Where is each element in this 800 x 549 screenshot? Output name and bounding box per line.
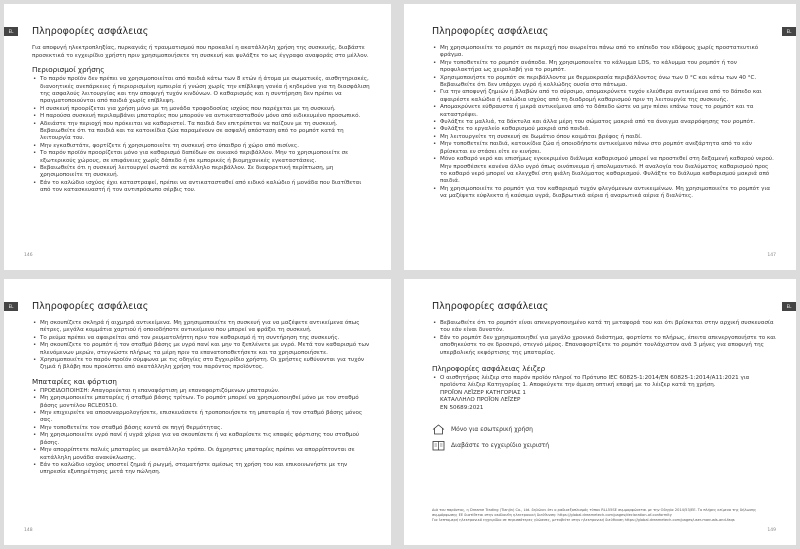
- read-manual-row: [432, 440, 776, 451]
- laser-list: [432, 375, 776, 390]
- manual-book-icon: [432, 440, 445, 451]
- section-heading: Πληροφορίες ασφάλειας λέιζερ: [432, 364, 546, 374]
- declaration-text: Διά του παρόντος, η Dreame Trading (Tianjin) Co., Ltd. δηλώνει ότι ο ραδιοεξοπλισμός τύπου RLL55SE συμμορφώνεται με την Οδηγία 2014/53/ΕΕ. Το πλήρες κείμενο της δήλωσης συμμόρφωσης ΕΕ διατίθεται στην ακόλουθη ηλεκτρονική διεύθυνση: https://global.dreametech.com/pages/declaration-of-conformity: [432, 508, 757, 517]
- list-item: • Βεβαιωθείτε ότι η συσκευή λειτουργεί σωστά σε κατάλληλο περιβάλλον. Σε διαφορετική περίπτωση, μη χρησιμοποιείτε τη συσκευή.: [32, 165, 371, 180]
- page-148: [4, 279, 391, 545]
- list-item: • Φυλάξτε το εργαλείο καθαρισμού μακριά από παιδιά.: [432, 126, 776, 133]
- page-title: Πληροφορίες ασφάλειας: [32, 301, 149, 312]
- page-147: [404, 4, 796, 270]
- language-tab: EL: [4, 302, 18, 311]
- list-item: • Μη σκουπίζετε το ρομπότ ή τον σταθμό βάσης με υγρό πανί και μην το ξεπλένετε με υγρό. Μετά τον καθαρισμό των πλενόμενων μερών, στεγνώστε πλήρως τα μέρη πριν τα επανατοποθετήσετε και τα χρησιμοποιήσετε.: [32, 342, 371, 357]
- list-item: • Φυλάξτε τα μαλλιά, τα δάκτυλα και άλλα μέρη του σώματος μακριά από τα άνοιγμα αναρρόφησης του ρομπότ.: [432, 119, 776, 126]
- list-item: • Μόνο καθαρό νερό και επισήμως εγκεκριμένο διάλυμα καθαρισμού μπορεί να προστεθεί στη δεξαμενή καθαρού νερού. Μην προσθέσετε κανένα άλλο υγρό όπως οινόπνευμα ή απολυμαντικό. Η αναλογία του διαλύματος καθαρισμού προς το καθαρό νερό μπορεί να ελεγχθεί στη φιάλη διαλύματος καθαρισμού. Φυλάξτε το διάλυμα καθαρισμού μακριά από παιδιά.: [432, 156, 776, 186]
- list-item: • Μη χρησιμοποιείτε μπαταρίες ή σταθμό βάσης τρίτων. Το ρομπότ μπορεί να χρησιμοποιηθεί μόνο με τον σταθμό βάσης μοντέλου RCLE0510.: [32, 395, 371, 410]
- list-item: • Μη σκουπίζετε σκληρά ή αιχμηρά αντικείμενα. Μη χρησιμοποιείτε τη συσκευή για να μαζέψετε αντικείμενα όπως πέτρες, μεγάλα κομμάτια χαρτιού ή οποιοδήποτε αντικείμενο που μπορεί να φράξει τη συσκευή.: [32, 320, 371, 335]
- safety-list: [432, 45, 776, 201]
- page-number: 149: [767, 528, 776, 533]
- section-heading: Περιορισμοί χρήσης: [32, 65, 105, 75]
- page-title: Πληροφορίες ασφάλειας: [32, 26, 149, 37]
- page-title: Πληροφορίες ασφάλειας: [432, 301, 549, 312]
- list-item: • Εάν το καλώδιο ισχύος έχει καταστραφεί, πρέπει να αντικατασταθεί από ειδικό καλώδιο ή μονάδα που διατίθεται από τον κατασκευαστή ή τον αντιπρόσωπο σέρβις του.: [32, 180, 371, 195]
- language-tab: EL: [782, 27, 796, 36]
- list-item: • Μη χρησιμοποιείτε υγρό πανί ή υγρά χέρια για να σκουπίσετε ή να καθαρίσετε τις επαφές φόρτισης του σταθμού βάσης.: [32, 432, 371, 447]
- list-item: • Μην επιχειρείτε να αποσυναρμολογήσετε, επισκευάσετε ή τροποποιήσετε τη μπαταρία ή τον σταθμό βάσης μόνος σας.: [32, 410, 371, 425]
- safety-list: [32, 320, 371, 372]
- list-item: • ΠΡΟΕΙΔΟΠΟΙΗΣΗ: Απαγορεύεται η επαναφόρτιση μη επαναφορτιζόμενων μπαταριών.: [32, 388, 371, 395]
- list-item: • Εάν το ρομπότ δεν χρησιμοποιηθεί για μεγάλο χρονικό διάστημα, φορτίστε το πλήρως, έπειτα απενεργοποιήστε το και αποθηκεύστε το σε δροσερό, στεγνό μέρος. Επαναφορτίζετε το ρομπότ τουλάχιστον ανά 3 μήνες για αποφυγή της υπερβολικής εκφόρτισης της μπαταρίας.: [432, 335, 776, 357]
- laser-line: ΚΑΤΑΛΛΗΛΟ ΠΡΟΪΟΝ ΛΕΪΖΕΡ: [440, 397, 521, 404]
- page-number: 146: [24, 253, 33, 258]
- language-tab: EL: [4, 27, 18, 36]
- list-item: • Η συσκευή προορίζεται για χρήση μόνο με τη μονάδα τροφοδοσίας ισχύος που παρέχεται με τη συσκευή.: [32, 106, 371, 113]
- section-heading: Μπαταρίες και φόρτιση: [32, 376, 117, 386]
- list-item: • Το παρόν προϊόν προορίζεται μόνο για καθαρισμό δαπέδων σε οικιακό περιβάλλον. Μην το χρησιμοποιείτε σε εξωτερικούς χώρους, σε επιφάνειες χωρίς δάπεδο ή σε εμπορικές ή βιομηχανικές εγκαταστάσεις.: [32, 150, 371, 165]
- read-manual-text: Διαβάστε το εγχειρίδιο χειριστή: [451, 442, 550, 450]
- page-149: [404, 279, 796, 545]
- laser-line: ΠΡΟΪΟΝ ΛΕΪΖΕΡ ΚΑΤΗΓΟΡΙΑΣ 1: [440, 389, 526, 396]
- page-number: 147: [767, 253, 776, 258]
- list-item: • Απομακρύνετε εύθραυστα ή μικρά αντικείμενα από το δάπεδο ώστε να μην πέσει επάνω τους το ρομπότ και τα καταστρέψει.: [432, 104, 776, 119]
- laser-class-lines: [432, 390, 776, 412]
- page-title: Πληροφορίες ασφάλειας: [432, 26, 549, 37]
- list-item: • Μην τοποθετείτε παιδιά, κατοικίδια ζώα ή οποιοδήποτε αντικείμενο πάνω στο ρομπότ ανεξάρτητα από το εάν βρίσκεται εν στάσει είτε εν κινήσει.: [432, 141, 776, 156]
- list-item: • Μην τοποθετείτε το ρομπότ ανάποδα. Μη χρησιμοποιείτε το κάλυμμα LDS, το κάλυμμα του ρομπότ ή τον προφυλακτήρα ως χειρολαβή για το ρομπότ.: [432, 60, 776, 75]
- list-item: • Μην απορρίπτετε παλιές μπαταρίες με ακατάλληλο τρόπο. Οι άχρηστες μπαταρίες πρέπει να απορρίπτονται σε κατάλληλη μονάδα ανακύκλωσης.: [32, 447, 371, 462]
- list-item: • Το ρεύμα πρέπει να αφαιρείται από τον ρευματολήπτη πριν τον καθαρισμό ή τη συντήρηση της συσκευής.: [32, 335, 371, 342]
- list-item: • Μη χρησιμοποιείτε το ρομπότ σε περιοχή που αιωρείται πάνω από το επίπεδο του εδάφους χωρίς προστατευτικό φράγμα.: [432, 45, 776, 60]
- list-item: • Η παρούσα συσκευή περιλαμβάνει μπαταρίες που μπορούν να αντικατασταθούν μόνο από ειδικευμένο προσωπικό.: [32, 113, 371, 120]
- safety-list: [432, 320, 776, 357]
- list-item: • Χρησιμοποιείτε το παρόν προϊόν σύμφωνα με τις οδηγίες στο Εγχειρίδιο χρήστη. Οι χρήστες ευθύνονται για τυχόν ζημιά ή βλάβη που προκύπτει από ακατάλληλη χρήση του παρόντος προϊόντος.: [32, 357, 371, 372]
- intro-text: Για αποφυγή ηλεκτροπληξίας, πυρκαγιάς ή τραυματισμού που προκαλεί η ακατάλληλη χρήση της συσκευής, διαβάστε προσεκτικά το εγχειρίδιο χρήστη πριν χρησιμοποιήσετε τη συσκευή και φυλάξτε το ως έγγραφο αναφοράς στο μέλλον.: [32, 45, 369, 59]
- list-item: • Βεβαιωθείτε ότι το ρομπότ είναι απενεργοποιημένο κατά τη μεταφορά του και ότι βρίσκεται στην αρχική συσκευασία του εάν είναι δυνατόν.: [432, 320, 776, 335]
- list-item: • Αδειάστε την περιοχή που πρόκειται να καθαριστεί. Τα παιδιά δεν επιτρέπεται να παίζουν με τη συσκευή. Βεβαιωθείτε ότι τα παιδιά και τα κατοικίδια ζώα παραμένουν σε ασφαλή απόσταση από το ρομπότ κατά τη λειτουργία του.: [32, 121, 371, 143]
- compliance-notes: [432, 508, 776, 523]
- list-item: • Χρησιμοποιήστε το ρομπότ σε περιβάλλοντα με θερμοκρασία περιβάλλοντος όνω των 0 °C και κάτω των 40 °C. Βεβαιωθείτε ότι δεν υπάρχει υγρό ή κολλώδης ουσία στο πάτωμα.: [432, 75, 776, 90]
- list-item: • Μη λειτουργείτε τη συσκευή σε δωμάτιο όπου κοιμάται βρέφος ή παιδί.: [432, 134, 776, 141]
- list-item: • Για την αποφυγή ζημιών ή βλαβών από το σύρσιμο, απομακρύνετε τυχόν ελεύθερα αντικείμενα από το δάπεδο και αφαιρέστε καλώδια ή καλώδια ισχύος από τη διαδρομή καθαρισμού πριν τη λειτουργία της συσκευής.: [432, 89, 776, 104]
- language-tab: EL: [782, 302, 796, 311]
- battery-list: [32, 388, 371, 477]
- list-item: • Το παρόν προϊόν δεν πρέπει να χρησιμοποιείται από παιδιά κάτω των 8 ετών ή άτομα με σωματικές, αισθητηριακές, διανοητικές ανεπάρκειες ή περιορισμένη εμπειρία ή γνώση χωρίς την επίβλεψη γονέα ή κηδεμόνα για τη διασφάλιση της ασφαλούς λειτουργίας και την αποφυγή τυχόν κινδύνων. Ο καθαρισμός και η συντήρηση δεν πρέπει να πραγματοποιούνται από παιδιά χωρίς επίβλεψη.: [32, 76, 371, 106]
- list-item: • Μη χρησιμοποιείτε το ρομπότ για τον καθαρισμό τυχόν φλεγόμενων αντικειμένων. Μη χρησιμοποιείτε το ρομπότ για να μαζέψετε εύφλεκτα ή καύσιμα υγρά, διαβρωτικά αέρια ή αναρωτικά αέρια ή διαλύτες.: [432, 186, 776, 201]
- list-item: • Εάν το καλώδιο ισχύος υποστεί ζημιά ή ρωγμή, σταματήστε αμέσως τη χρήση του και επικοινωνήστε με την υπηρεσία εξυπηρέτησης μετά την πώληση.: [32, 462, 371, 477]
- house-icon: [432, 424, 445, 435]
- page-number: 148: [24, 528, 33, 533]
- indoor-use-row: [432, 424, 776, 435]
- list-item: • Ο αισθητήρας λέιζερ στο παρόν προϊόν πληροί το Πρότυπο IEC 60825-1:2014/EN 60825-1:2014/A11:2021 για προϊόντα λέιζερ Κατηγορίας 1. Αποφεύγετε την άμεση οπτική επαφή με το λέιζερ κατά τη χρήση.: [432, 375, 776, 390]
- list-item: • Μην τοποθετείτε τον σταθμό βάσης κοντά σε πηγή θερμότητας.: [32, 425, 371, 432]
- laser-line: EN 50689:2021: [440, 404, 484, 411]
- list-item: • Μην εγκαθιστάτε, φορτίζετε ή χρησιμοποιείτε τη συσκευή στο ύπαιθρο ή χώρο από πισίνες.: [32, 143, 371, 150]
- manual-link-text: Για λεπτομερή ηλεκτρονικό εγχειρίδιο σε περισσότερες γλώσσες, μεταβείτε στην ηλεκτρονική διεύθυνση https://global.dreametech.com/pages/user-manuals-and-faqs: [432, 518, 735, 522]
- safety-list: [32, 76, 371, 195]
- page-146: [4, 4, 391, 270]
- indoor-use-text: Μόνο για εσωτερική χρήση: [451, 426, 533, 434]
